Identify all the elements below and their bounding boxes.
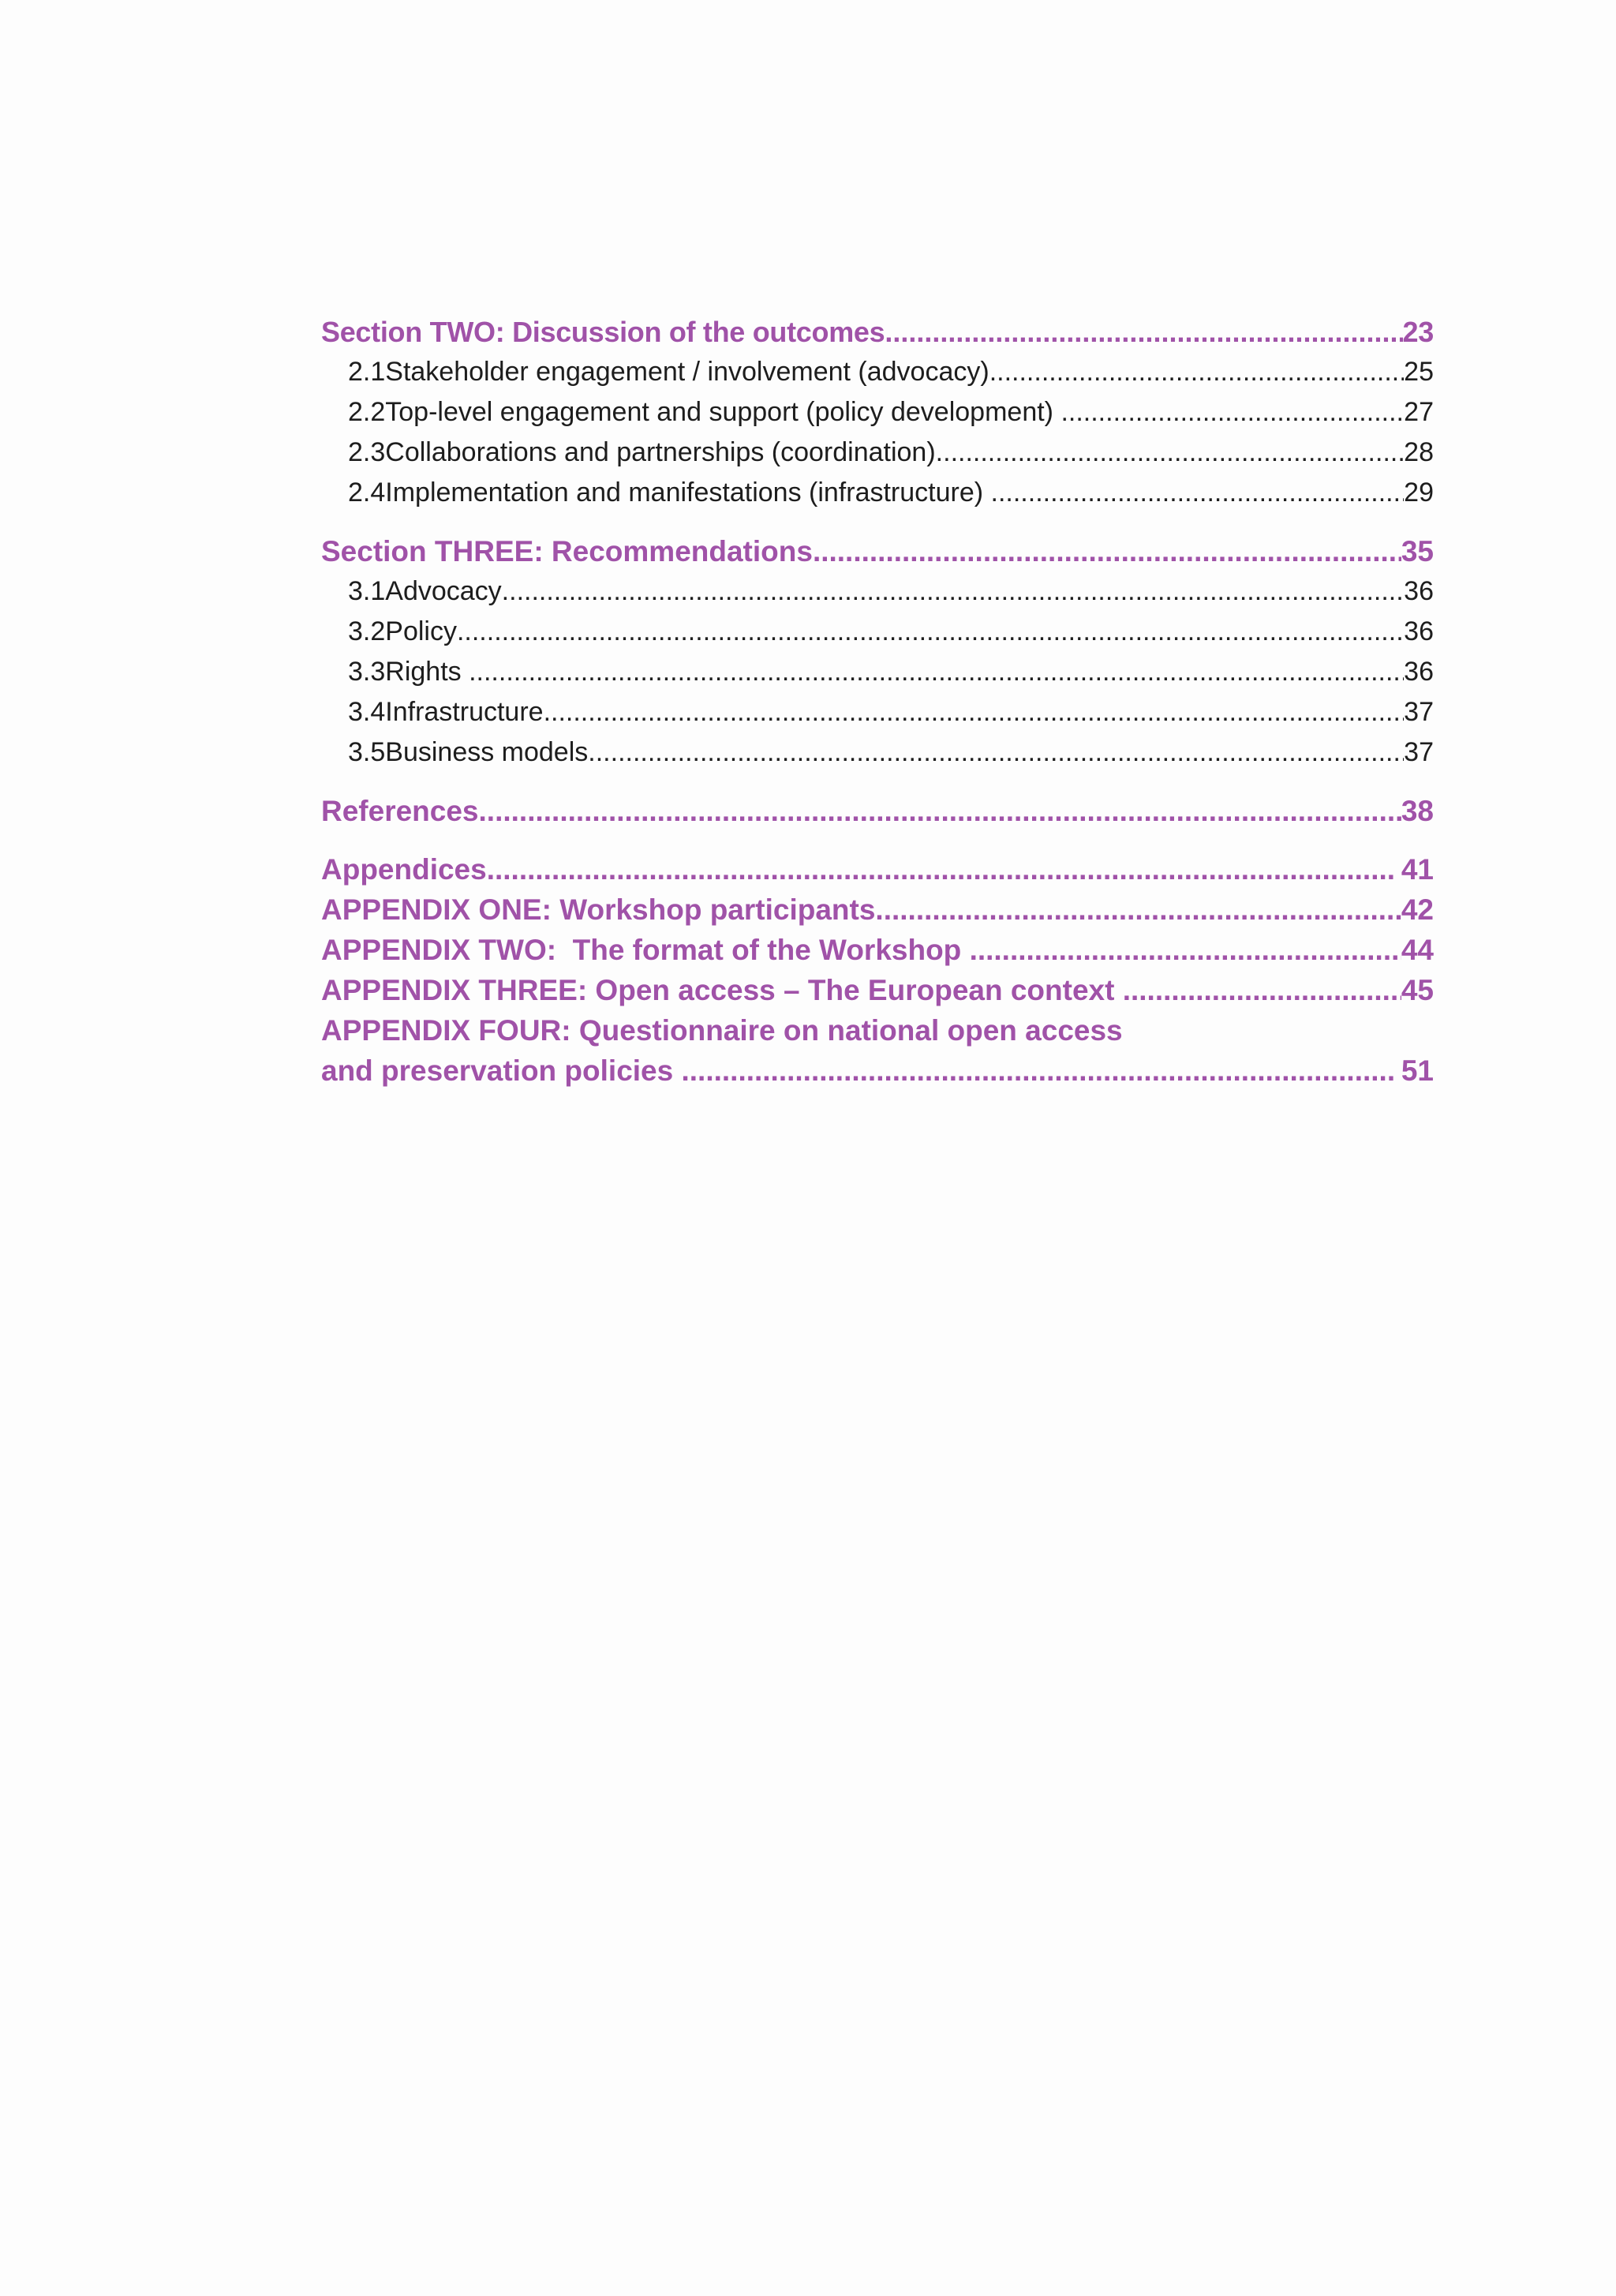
dot-leader	[544, 692, 1405, 732]
toc-entry-3-5[interactable]	[321, 732, 1434, 773]
toc-entry-2-3[interactable]	[321, 433, 1434, 473]
toc-entry-number: 2.2	[348, 397, 386, 427]
toc-entry-3-3[interactable]	[321, 652, 1434, 692]
dot-leader	[813, 531, 1401, 571]
toc-entry-references[interactable]	[321, 791, 1434, 831]
dot-leader	[469, 652, 1404, 692]
toc-entry-section-three[interactable]	[321, 531, 1434, 571]
toc-entry-title: Advocacy	[385, 576, 502, 606]
toc-entry-number: 3.1	[348, 576, 386, 606]
toc-entry-page: 36	[1404, 616, 1434, 646]
toc-entry-page: 36	[1404, 657, 1434, 687]
dot-leader	[989, 352, 1404, 392]
toc-entry-2-1[interactable]	[321, 352, 1434, 392]
toc-entry-title: Collaborations and partnerships (coordination)	[385, 437, 936, 467]
toc-entry-number: 2.3	[348, 437, 386, 467]
toc-entry-page: 37	[1404, 697, 1434, 727]
toc-entry-title: Stakeholder engagement / involvement (advocacy)	[385, 357, 989, 387]
dot-leader	[487, 849, 1393, 890]
toc-entry-appendix-three[interactable]	[321, 970, 1434, 1010]
toc-entry-3-1[interactable]	[321, 571, 1434, 612]
dot-leader	[991, 473, 1405, 513]
dot-leader	[875, 890, 1401, 930]
toc-entry-page: 29	[1404, 478, 1434, 508]
toc-entry-page: 38	[1401, 795, 1434, 827]
toc-entry-title: Infrastructure	[385, 697, 544, 727]
toc-entry-title-continued: and preservation policies	[321, 1054, 682, 1087]
toc-entry-section-two[interactable]	[321, 312, 1434, 352]
dot-leader	[885, 312, 1402, 352]
toc-entry-title: APPENDIX FOUR: Questionnaire on national open access	[321, 1014, 1123, 1047]
dot-leader	[1060, 392, 1404, 433]
toc-entry-page: 41	[1393, 853, 1434, 886]
toc-entry-page: 23	[1402, 316, 1434, 348]
toc-entry-page: 35	[1401, 535, 1434, 567]
toc-entry-appendix-four-line2[interactable]	[321, 1051, 1434, 1091]
toc-entry-title: Appendices	[321, 853, 487, 886]
toc-entry-2-4[interactable]	[321, 473, 1434, 513]
table-of-contents	[321, 312, 1434, 1091]
toc-entry-title: Section TWO: Discussion of the outcomes	[321, 316, 885, 348]
toc-entry-number: 3.4	[348, 697, 386, 727]
toc-entry-number: 3.2	[348, 616, 386, 646]
toc-entry-page: 45	[1401, 974, 1434, 1006]
toc-entry-page: 25	[1404, 357, 1434, 387]
dot-leader	[1123, 970, 1401, 1010]
toc-entry-number: 3.5	[348, 737, 386, 767]
toc-entry-title: Business models	[385, 737, 589, 767]
toc-entry-title: Top-level engagement and support (policy development)	[385, 397, 1061, 427]
toc-entry-title: Policy	[385, 616, 457, 646]
toc-entry-title: References	[321, 795, 479, 827]
toc-entry-title: Section THREE: Recommendations	[321, 535, 813, 567]
toc-entry-appendices[interactable]	[321, 849, 1434, 890]
toc-entry-appendix-one[interactable]	[321, 890, 1434, 930]
dot-leader	[936, 433, 1405, 473]
dot-leader	[502, 571, 1405, 612]
toc-entry-page: 37	[1404, 737, 1434, 767]
dot-leader	[457, 612, 1404, 652]
toc-entry-page: 44	[1401, 934, 1434, 966]
toc-entry-2-2[interactable]	[321, 392, 1434, 433]
toc-entry-title: Rights	[385, 657, 469, 687]
toc-entry-page: 36	[1404, 576, 1434, 606]
dot-leader	[588, 732, 1404, 773]
toc-entry-number: 2.1	[348, 357, 386, 387]
toc-entry-appendix-two[interactable]	[321, 930, 1434, 970]
toc-entry-title: APPENDIX ONE: Workshop participants	[321, 893, 876, 926]
toc-entry-page: 28	[1404, 437, 1434, 467]
toc-entry-3-2[interactable]	[321, 612, 1434, 652]
toc-entry-3-4[interactable]	[321, 692, 1434, 732]
dot-leader	[681, 1051, 1393, 1091]
toc-entry-appendix-four-line1[interactable]	[321, 1010, 1434, 1051]
dot-leader	[970, 930, 1401, 970]
toc-entry-title: APPENDIX TWO: The format of the Workshop	[321, 934, 970, 966]
toc-entry-page: 51	[1393, 1054, 1434, 1087]
toc-entry-title: Implementation and manifestations (infrastructure)	[385, 478, 991, 508]
toc-entry-title: APPENDIX THREE: Open access – The European context	[321, 974, 1123, 1006]
toc-entry-number: 3.3	[348, 657, 386, 687]
dot-leader	[479, 791, 1401, 831]
toc-entry-number: 2.4	[348, 478, 386, 508]
toc-entry-page: 27	[1404, 397, 1434, 427]
toc-entry-page: 42	[1401, 893, 1434, 926]
